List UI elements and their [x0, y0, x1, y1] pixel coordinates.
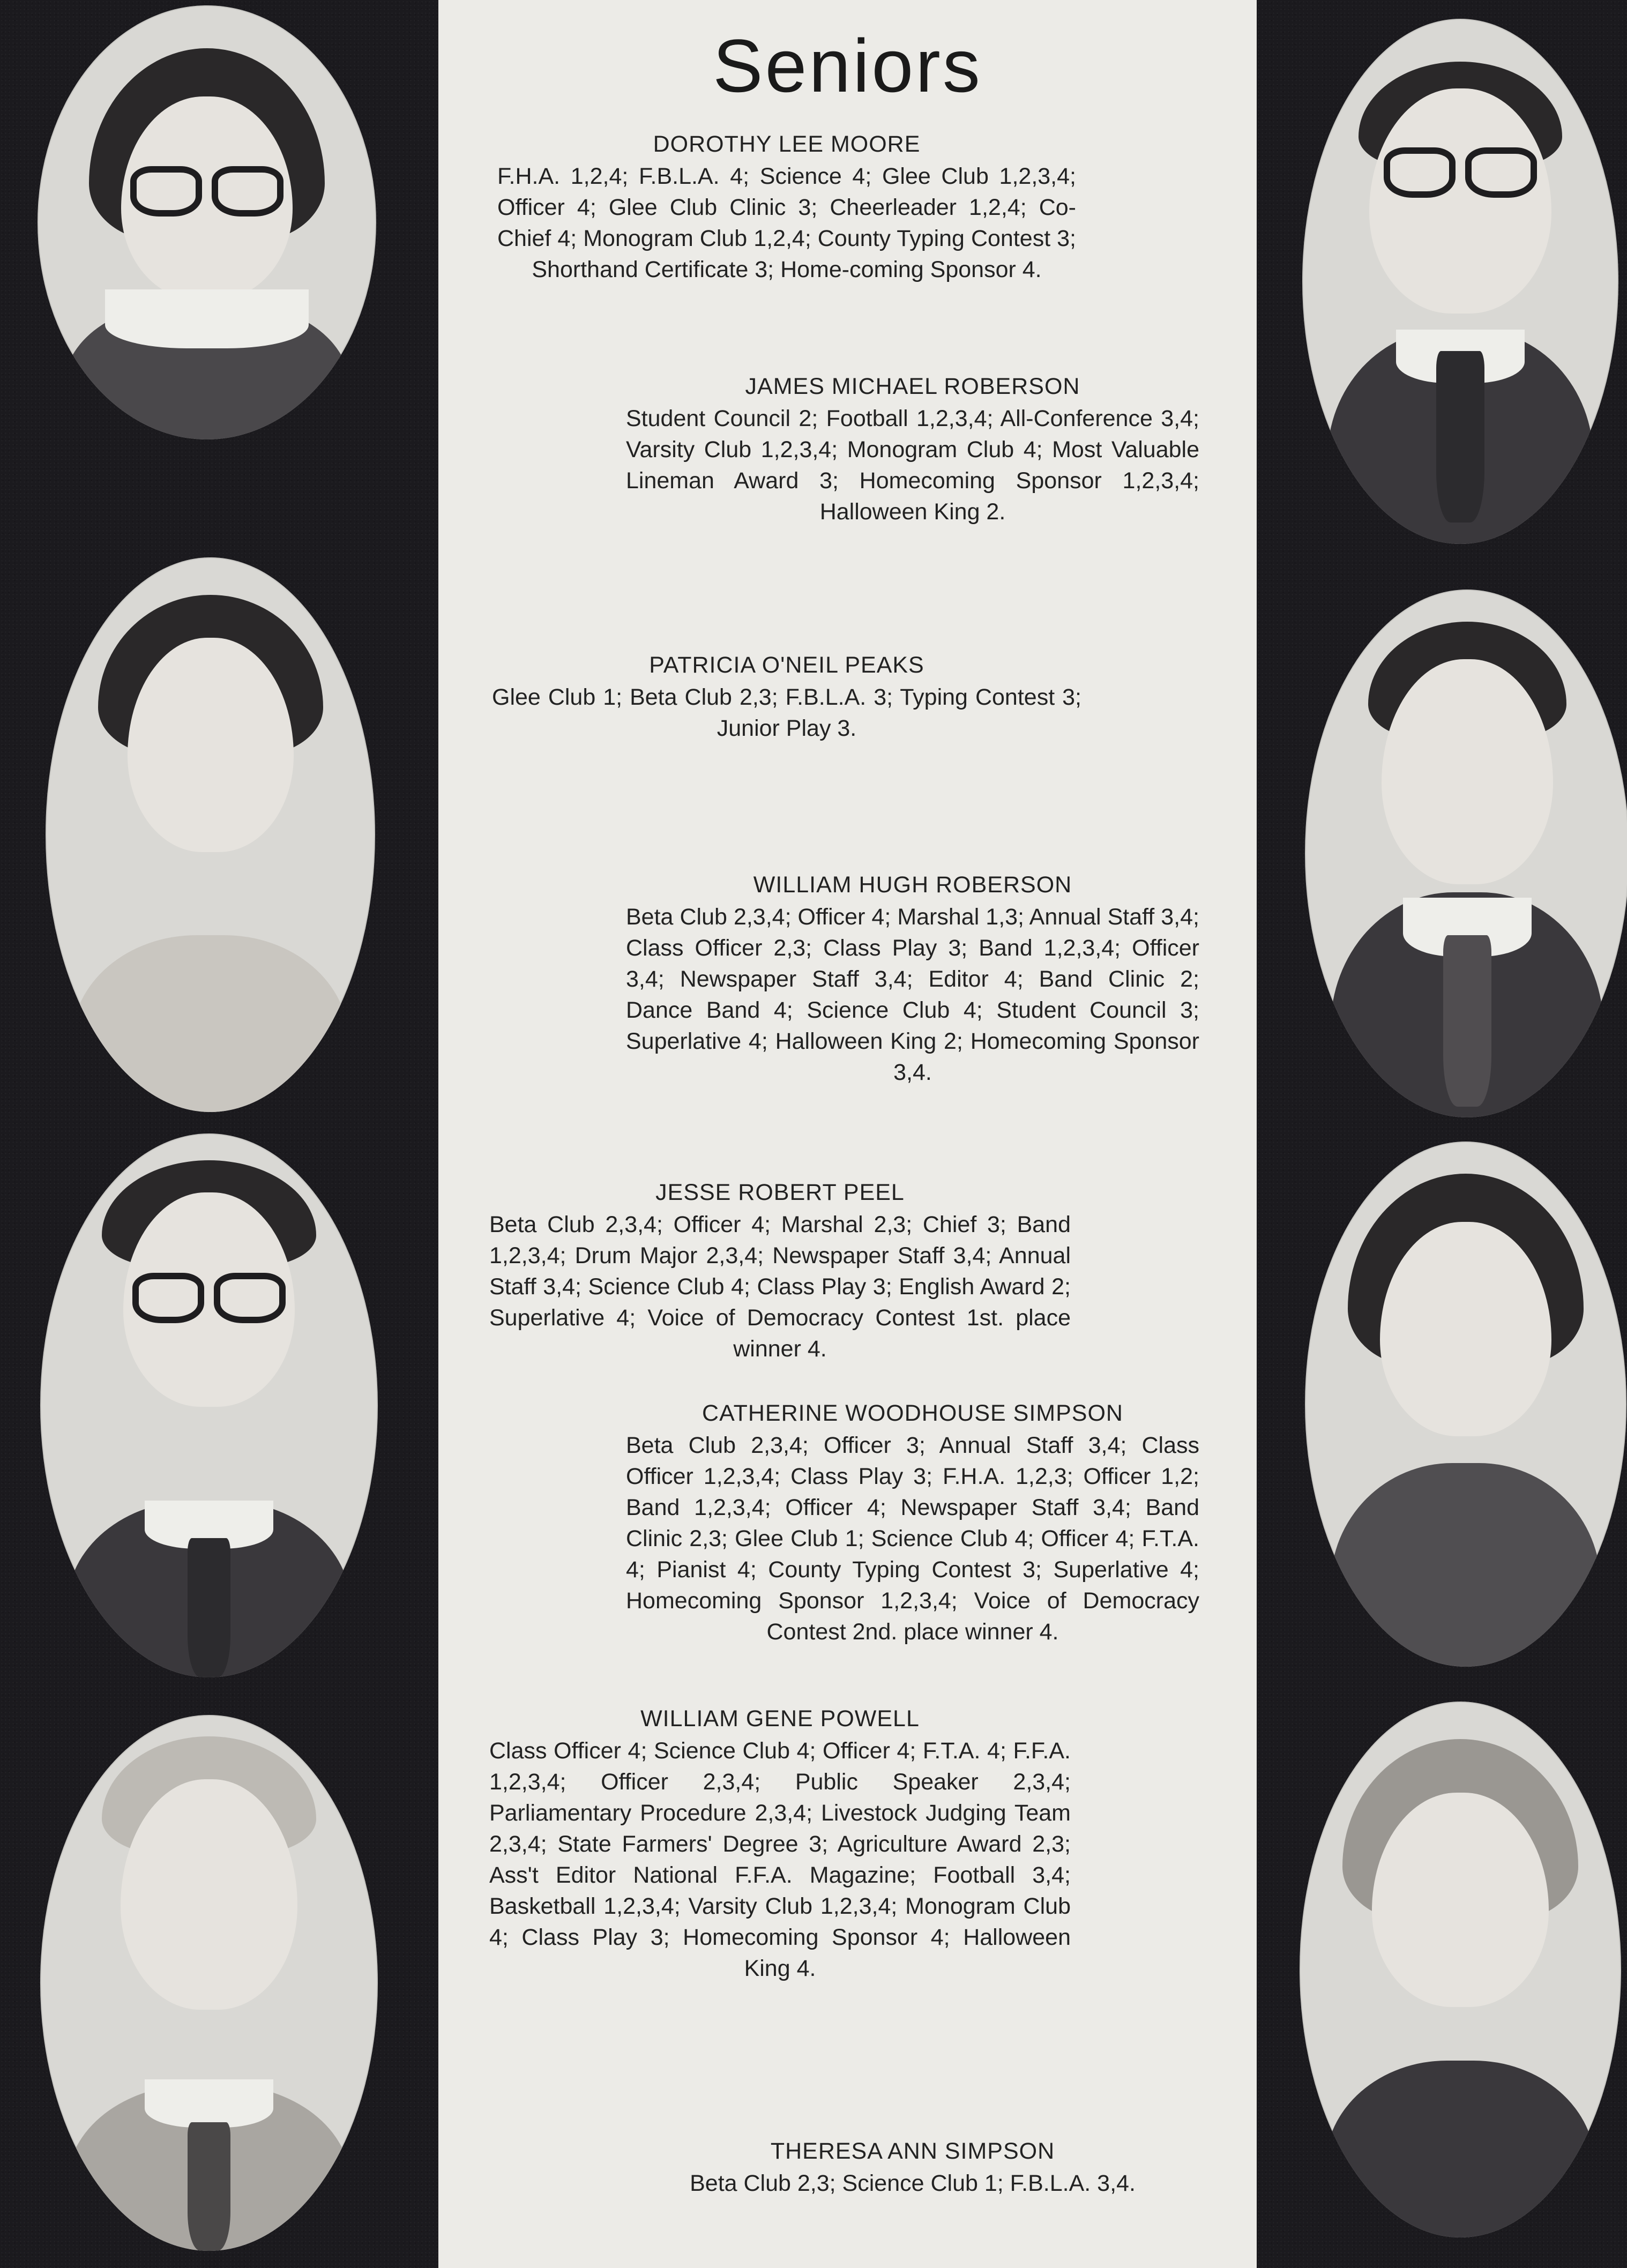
senior-entry: [497, 129, 1076, 285]
senior-activities: Beta Club 2,3,4; Officer 4; Marshal 2,3; Chief 3; Band 1,2,3,4; Drum Major 2,3,4; Newspaper Staff 3,4; Annual Staff 3,4; Science Club 4; Class Play 3; English Award 2; Superlative 4; Voice of Democracy Contest 1st. place winner 4.: [489, 1212, 1071, 1362]
glasses-icon: [130, 166, 283, 217]
portrait-william-hugh-roberson: [1305, 590, 1627, 1117]
tie-shape: [1436, 351, 1484, 523]
tie-shape: [188, 2122, 230, 2251]
senior-entry: [626, 2136, 1199, 2199]
face-shape: [1369, 88, 1551, 314]
senior-entry: [489, 1703, 1071, 1984]
portrait-william-gene-powell: [40, 1715, 378, 2251]
senior-entry: [626, 371, 1199, 527]
face-shape: [121, 1779, 297, 2010]
senior-activities: Beta Club 2,3,4; Officer 3; Annual Staff 3,4; Class Officer 1,2,3,4; Class Play 3; F.H.A. 1,2,3; Officer 1,2; Band 1,2,3,4; Officer 4; Newspaper Staff 3,4; Band Clinic 2,3; Glee Club 1; Science Club 4; Officer 4; F.T.A. 4; Pianist 4; County Typing Contest 3; Superlative 4; Homecoming Sponsor 1,2,3,4; Voice of Democracy Contest 2nd. place winner 4.: [626, 1433, 1199, 1645]
senior-entry: [626, 869, 1199, 1088]
shoulders-shape: [1331, 1463, 1601, 1667]
collar-shape: [105, 289, 309, 348]
yearbook-page: [438, 0, 1257, 2268]
tie-shape: [188, 1538, 230, 1677]
face-shape: [128, 638, 294, 852]
face-shape: [1382, 659, 1553, 884]
senior-activities: Beta Club 2,3,4; Officer 4; Marshal 1,3; Annual Staff 3,4; Class Officer 2,3; Class Play 3; Band 1,2,3,4; Officer 3,4; Newspaper Staff 3,4; Editor 4; Band Clinic 2; Dance Band 4; Science Club 4; Student Council 3; Superlative 4; Halloween King 2; Homecoming Sponsor 3,4.: [626, 904, 1199, 1085]
senior-activities: Class Officer 4; Science Club 4; Officer 4; F.T.A. 4; F.F.A. 1,2,3,4; Officer 2,3,4; Public Speaker 2,3,4; Parliamentary Procedure 2,3,4; Livestock Judging Team 2,3,4; State Farmers' Degree 3; Agriculture Award 2,3; Ass't Editor National F.F.A. Magazine; Football 3,4; Basketball 1,2,3,4; Varsity Club 1,2,3,4; Monogram Club 4; Class Play 3; Homecoming Sponsor 4; Halloween King 4.: [489, 1738, 1071, 1981]
senior-name: JESSE ROBERT PEEL: [655, 1180, 905, 1205]
left-portrait-strip: [0, 0, 438, 2268]
portrait-dorothy-lee-moore: [38, 5, 376, 439]
face-shape: [1372, 1793, 1549, 2007]
glasses-icon: [1384, 147, 1537, 198]
senior-entry: [492, 650, 1081, 744]
senior-activities: Glee Club 1; Beta Club 2,3; F.B.L.A. 3; Typing Contest 3; Junior Play 3.: [492, 684, 1081, 741]
page-title: Seniors: [713, 24, 982, 108]
senior-name: THERESA ANN SIMPSON: [770, 2138, 1055, 2164]
senior-name: WILLIAM HUGH ROBERSON: [753, 872, 1072, 898]
senior-activities: Beta Club 2,3; Science Club 1; F.B.L.A. 3,4.: [690, 2170, 1136, 2196]
collar-shape: [145, 2079, 273, 2128]
senior-name: DOROTHY LEE MOORE: [653, 131, 921, 157]
senior-entry: [489, 1177, 1071, 1364]
shoulders-shape: [1325, 2061, 1595, 2237]
glasses-icon: [132, 1273, 286, 1323]
senior-name: JAMES MICHAEL ROBERSON: [745, 374, 1080, 399]
tie-shape: [1443, 935, 1491, 1107]
senior-name: CATHERINE WOODHOUSE SIMPSON: [702, 1400, 1123, 1426]
portrait-catherine-woodhouse-simpson: [1305, 1142, 1626, 1667]
senior-activities: F.H.A. 1,2,4; F.B.L.A. 4; Science 4; Glee Club 1,2,3,4; Officer 4; Glee Club Clinic 3; Cheerleader 1,2,4; Co-Chief 4; Monogram Club 1,2,4; County Typing Contest 3; Shorthand Certificate 3; Home-coming Sponsor 4.: [497, 163, 1076, 282]
senior-activities: Student Council 2; Football 1,2,3,4; All-Conference 3,4; Varsity Club 1,2,3,4; Monogram Club 4; Most Valuable Lineman Award 3; Homecoming Sponsor 1,2,3,4; Halloween King 2.: [626, 406, 1199, 525]
portrait-patricia-oneil-peaks: [46, 557, 375, 1112]
right-portrait-strip: [1257, 0, 1627, 2268]
portrait-jesse-robert-peel: [40, 1133, 378, 1677]
senior-name: WILLIAM GENE POWELL: [640, 1706, 920, 1732]
portrait-theresa-ann-simpson: [1300, 1702, 1621, 2237]
face-shape: [1380, 1222, 1551, 1436]
portrait-james-michael-roberson: [1302, 19, 1618, 544]
senior-name: PATRICIA O'NEIL PEAKS: [649, 652, 924, 678]
shoulders-shape: [72, 935, 349, 1112]
senior-entry: [626, 1398, 1199, 1647]
